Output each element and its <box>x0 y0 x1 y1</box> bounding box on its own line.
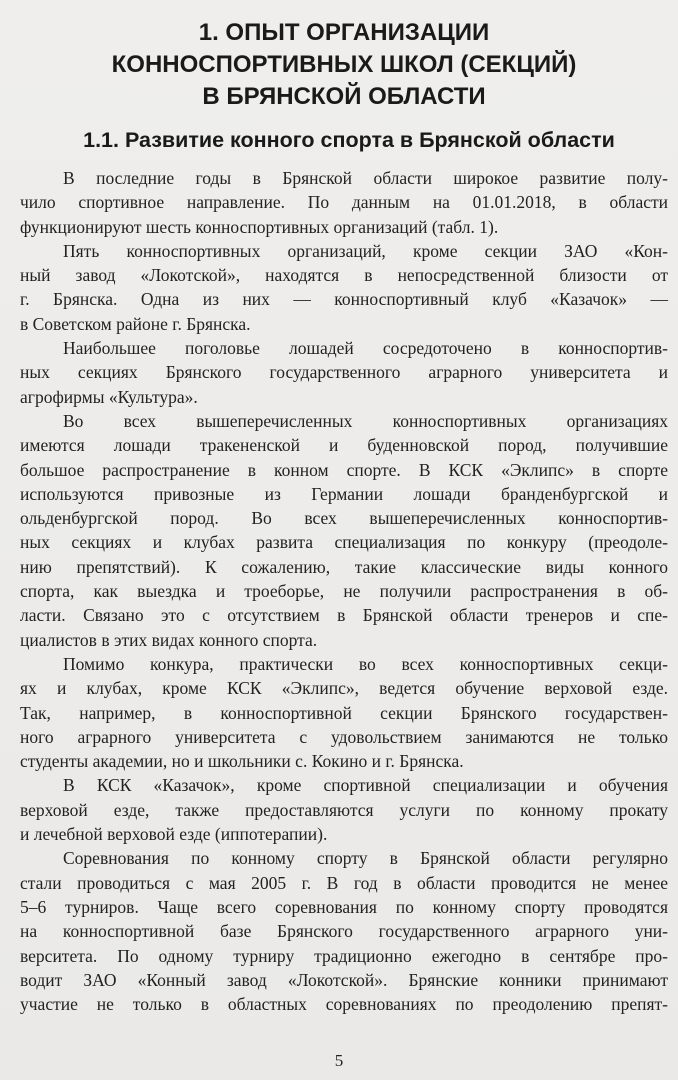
section-title: 1.1. Развитие конного спорта в Брянской области <box>83 128 615 152</box>
paragraph-line: г. Брянска. Одна из них — конноспортивный клуб «Казачок» — <box>20 289 668 310</box>
paragraph-line: спорта, как выездка и троеборье, не получили распространения в об- <box>20 581 668 602</box>
paragraph <box>20 409 668 652</box>
paragraph-line: ласти. Связано это с отсутствием в Брянской области тренеров и спе- <box>20 605 668 626</box>
paragraph-line: ольденбургской пород. Во всех вышеперечисленных конноспортив- <box>20 508 668 529</box>
paragraph-line: агрофирмы «Культура». <box>20 386 198 407</box>
paragraph-line: студенты академии, но и школьники с. Кокино и г. Брянска. <box>20 751 464 772</box>
paragraph-line: функционируют шесть конноспортивных организаций (табл. 1). <box>20 216 499 237</box>
paragraph-line: используются привозные из Германии лошади бранденбургской и <box>20 483 668 504</box>
paragraph-line: стали проводиться с мая 2005 г. В год в области проводится не менее <box>20 872 668 893</box>
paragraph-line: 5–6 турниров. Чаще всего соревнования по конному спорту проводятся <box>20 896 668 917</box>
paragraph-line: верховой езде, также предоставляются услуги по конному прокату <box>20 799 668 820</box>
paragraph-line: ях и клубах, кроме КСК «Эклипс», ведется обучение верховой езде. <box>20 678 668 699</box>
paragraph-line: и лечебной верховой езде (иппотерапии). <box>20 824 328 845</box>
paragraph-line: ных секциях Брянского государственного аграрного университета и <box>20 362 668 383</box>
paragraph-line: ного аграрного университета с удовольствием занимаются не только <box>20 726 668 747</box>
paragraph-line: водит ЗАО «Конный завод «Локотской». Брянские конники принимают <box>20 969 668 990</box>
paragraph-line: Наибольшее поголовье лошадей сосредоточено в конноспортив- <box>63 338 668 359</box>
paragraph-line: Во всех вышеперечисленных конноспортивных организациях <box>63 410 668 431</box>
paragraph <box>20 239 668 336</box>
paragraph-line: Помимо конкура, практически во всех конноспортивных секци- <box>63 653 668 674</box>
paragraph <box>20 846 668 1016</box>
paragraph <box>20 652 668 773</box>
paragraph <box>20 166 668 239</box>
paragraph-line: участие не только в областных соревнованиях по преодолению препят- <box>20 994 668 1015</box>
paragraph-line: имеются лошади тракененской и буденновской пород, получившие <box>20 435 668 456</box>
paragraph-line: большое распространение в конном спорте. В КСК «Эклипс» в спорте <box>20 459 668 480</box>
paragraph <box>20 773 668 846</box>
paragraph-line: В последние годы в Брянской области широкое развитие полу- <box>63 168 668 188</box>
chapter-title-line: 1. ОПЫТ ОРГАНИЗАЦИИ <box>198 19 490 46</box>
paragraph-line: чило спортивное направление. По данным на 01.01.2018, в области <box>20 192 668 213</box>
paragraph-line: ных секциях и клубах развита специализация по конкуру (преодоле- <box>20 532 668 553</box>
paragraph-line: Пять конноспортивных организаций, кроме секции ЗАО «Кон- <box>63 240 668 261</box>
chapter-title-line: КОННОСПОРТИВНЫХ ШКОЛ (СЕКЦИЙ) <box>111 51 577 78</box>
paragraph-line: ный завод «Локотской», находятся в непосредственной близости от <box>20 265 668 286</box>
paragraph-line: циалистов в этих видах конного спорта. <box>20 629 318 650</box>
paragraph-line: Соревнования по конному спорту в Брянской области регулярно <box>63 848 668 869</box>
paragraph-line: В КСК «Казачок», кроме спортивной специализации и обучения <box>63 775 668 796</box>
paragraph-line: в Советском районе г. Брянска. <box>20 313 251 334</box>
chapter-title-line: В БРЯНСКОЙ ОБЛАСТИ <box>202 83 486 110</box>
paragraph-line: верситета. По одному турниру традиционно ежегодно в сентябре про- <box>20 945 668 966</box>
body-text <box>20 166 668 1016</box>
page-number: 5 <box>334 1051 344 1070</box>
paragraph-line: Так, например, в конноспортивной секции Брянского государствен- <box>20 702 668 723</box>
paragraph <box>20 336 668 409</box>
paragraph-line: на конноспортивной базе Брянского государственного аграрного уни- <box>20 921 668 942</box>
paragraph-line: нию препятствий). К сожалению, такие классические виды конного <box>20 556 668 577</box>
chapter-title <box>40 17 648 113</box>
